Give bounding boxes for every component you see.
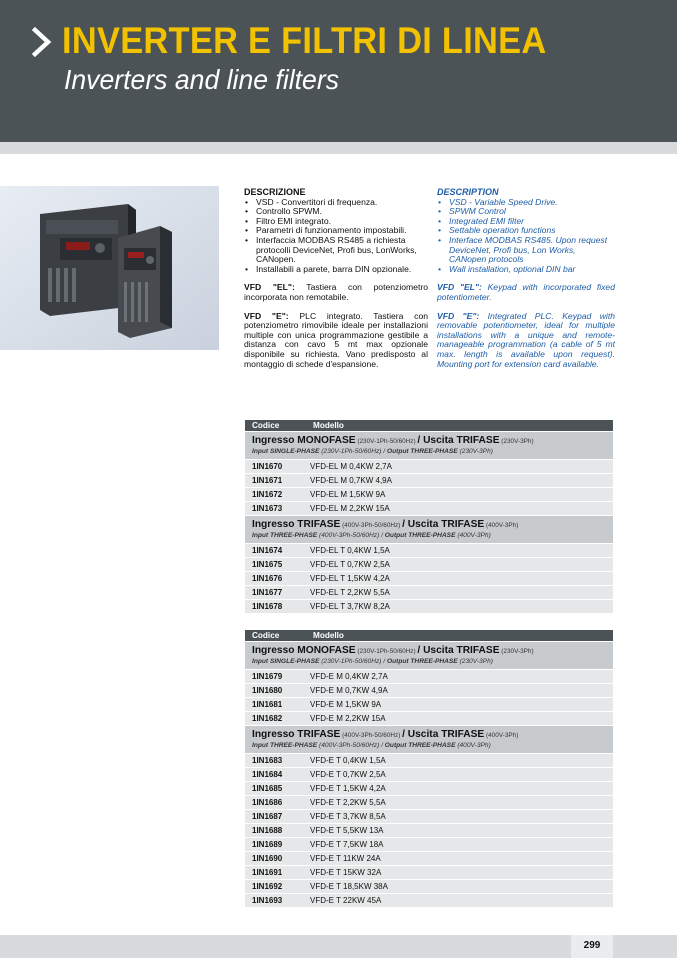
product-model: VFD-E M 2,2KW 15A: [310, 714, 386, 723]
table-row: [245, 697, 613, 711]
table-row: [245, 459, 613, 473]
page-number: 299: [583, 940, 601, 951]
product-photo: [0, 186, 219, 350]
list-item: • Parametri di funzionamento impostabili.: [245, 225, 407, 236]
feature-list-en: [437, 198, 615, 275]
description-italian: [244, 188, 428, 369]
product-code: 1IN1691: [252, 868, 283, 877]
product-code: 1IN1672: [252, 490, 283, 499]
product-model: VFD-EL M 0,4KW 2,7A: [310, 462, 392, 471]
table-row: [245, 487, 613, 501]
page-title: INVERTER E FILTRI DI LINEA: [62, 20, 547, 61]
product-model: VFD-EL M 2,2KW 15A: [310, 504, 390, 513]
table-row: [245, 669, 613, 683]
product-code: 1IN1675: [252, 560, 283, 569]
table-row: [245, 865, 613, 879]
product-code: 1IN1679: [252, 672, 283, 681]
product-model: VFD-EL M 0,7KW 4,9A: [310, 476, 392, 485]
product-model: VFD-E T 18,5KW 38A: [310, 882, 388, 891]
vfd-e-note-it: VFD "E": PLC integrato. Tastiera con potenziometro rimovibile ideale per installazioni multiple con unica programmazione gestibile a distanza con cavo 5 mt max opzionale disponibile su richiesta. Vano predisposto al montaggio di schede d'espansione.: [244, 310, 429, 369]
product-code: 1IN1670: [252, 462, 283, 471]
table-row: [245, 893, 613, 907]
description-heading-en: DESCRIPTION: [437, 187, 499, 197]
product-code: 1IN1682: [252, 714, 283, 723]
product-code: 1IN1683: [252, 756, 283, 765]
product-model: VFD-EL T 3,7KW 8,2A: [310, 602, 390, 611]
product-code: 1IN1680: [252, 686, 283, 695]
product-code: 1IN1678: [252, 602, 283, 611]
list-item: • Filtro EMI integrato.: [245, 215, 331, 226]
table-row: [245, 585, 613, 599]
product-code: 1IN1689: [252, 840, 283, 849]
page-subtitle: Inverters and line filters: [64, 64, 339, 95]
product-table-vfd-e: [245, 630, 613, 907]
product-model: VFD-E T 2,2KW 5,5A: [310, 798, 386, 807]
product-model: VFD-E T 15KW 32A: [310, 868, 382, 877]
product-model: VFD-E T 11KW 24A: [310, 854, 381, 863]
product-model: VFD-E T 5,5KW 13A: [310, 826, 384, 835]
list-item: • Interface MODBAS RS485. Upon request DeviceNet, Profi bus, Lon Works, CANopen protocols: [438, 234, 608, 265]
table-row: [245, 711, 613, 725]
feature-list-it: [244, 198, 428, 275]
vfd-el-note-en: VFD "EL": Keypad with incorporated fixed potentiometer.: [437, 282, 615, 302]
group-header-three-phase: Ingresso TRIFASE (400V-3Ph-50/60Hz) / Uscita TRIFASE (400V-3Ph) Input THREE-PHASE (400V-3Ph-50/60Hz) / Output THREE-PHASE (400V-3Ph): [245, 725, 613, 753]
table-row: [245, 501, 613, 515]
group-header-three-phase: Ingresso TRIFASE (400V-3Ph-50/60Hz) / Uscita TRIFASE (400V-3Ph) Input THREE-PHASE (400V-3Ph-50/60Hz) / Output THREE-PHASE (400V-3Ph): [245, 515, 613, 543]
table-row: [245, 557, 613, 571]
product-model: VFD-EL M 1,5KW 9A: [310, 490, 386, 499]
description-heading-it: DESCRIZIONE: [244, 187, 306, 197]
table-row: [245, 543, 613, 557]
header-divider-stripe: [0, 142, 677, 154]
table-row: [245, 809, 613, 823]
table-row: [245, 837, 613, 851]
product-model: VFD-E M 1,5KW 9A: [310, 700, 382, 709]
table-header: [245, 420, 613, 431]
vfd-e-note-en: VFD "E": Integrated PLC. Keypad with removable potentiometer, ideal for multiple installations with a unique and remote-manageable programmation (a cable of 5 mt max. length is available upon request). Mounting port for extension card available.: [437, 310, 615, 369]
list-item: • Installabili a parete, barra DIN opzionale.: [245, 263, 412, 274]
table-row: [245, 823, 613, 837]
column-header-code: Codice: [252, 631, 280, 640]
list-item: • Settable operation functions: [438, 225, 556, 236]
product-model: VFD-E T 0,7KW 2,5A: [310, 770, 386, 779]
group-header-single-phase: Ingresso MONOFASE (230V-1Ph-50/60Hz) / Uscita TRIFASE (230V-3Ph) Input SINGLE-PHASE (230V-1Ph-50/60Hz) / Output THREE-PHASE (230V-3Ph): [245, 641, 613, 669]
inverter-product-image: [0, 186, 219, 350]
table-row: [245, 795, 613, 809]
list-item: • Integrated EMI filter: [438, 215, 524, 226]
product-code: 1IN1686: [252, 798, 283, 807]
list-item: • Wall installation, optional DIN bar: [438, 263, 576, 274]
table-row: [245, 683, 613, 697]
list-item: • Controllo SPWM.: [245, 206, 322, 217]
table-header: [245, 630, 613, 641]
group-header-single-phase: Ingresso MONOFASE (230V-1Ph-50/60Hz) / Uscita TRIFASE (230V-3Ph) Input SINGLE-PHASE (230V-1Ph-50/60Hz) / Output THREE-PHASE (230V-3Ph): [245, 431, 613, 459]
page-number-box: [571, 935, 613, 958]
product-model: VFD-EL T 2,2KW 5,5A: [310, 588, 390, 597]
product-model: VFD-E M 0,4KW 2,7A: [310, 672, 388, 681]
product-model: VFD-E M 0,7KW 4,9A: [310, 686, 388, 695]
table-row: [245, 767, 613, 781]
product-model: VFD-EL T 0,4KW 1,5A: [310, 546, 390, 555]
product-model: VFD-E T 1,5KW 4,2A: [310, 784, 386, 793]
table-row: [245, 851, 613, 865]
list-item: • Interfaccia MODBAS RS485 a richiesta protocolli DeviceNet, Profi bus, LonWorks, CANopen.: [245, 234, 417, 265]
list-item: • VSD - Variable Speed Drive.: [438, 196, 558, 207]
product-code: 1IN1673: [252, 504, 283, 513]
product-code: 1IN1677: [252, 588, 283, 597]
table-row: [245, 781, 613, 795]
product-code: 1IN1685: [252, 784, 283, 793]
column-header-model: Modello: [313, 421, 344, 430]
product-model: VFD-E T 0,4KW 1,5A: [310, 756, 386, 765]
table-row: [245, 473, 613, 487]
product-code: 1IN1681: [252, 700, 283, 709]
product-code: 1IN1688: [252, 826, 283, 835]
product-model: VFD-EL T 1,5KW 4,2A: [310, 574, 390, 583]
product-code: 1IN1671: [252, 476, 283, 485]
product-model: VFD-E T 22KW 45A: [310, 896, 382, 905]
product-code: 1IN1692: [252, 882, 283, 891]
product-code: 1IN1687: [252, 812, 283, 821]
table-row: [245, 599, 613, 613]
product-model: VFD-E T 7,5KW 18A: [310, 840, 384, 849]
column-header-code: Codice: [252, 421, 280, 430]
product-model: VFD-EL T 0,7KW 2,5A: [310, 560, 390, 569]
list-item: • SPWM Control: [438, 206, 506, 217]
product-table-vfd-el: [245, 420, 613, 613]
vfd-el-note-it: VFD "EL": Tastiera con potenziometro incorporata non remotabile.: [244, 282, 428, 302]
table-row: [245, 571, 613, 585]
description-english: [437, 188, 615, 369]
product-code: 1IN1693: [252, 896, 283, 905]
column-header-model: Modello: [313, 631, 344, 640]
product-model: VFD-E T 3,7KW 8,5A: [310, 812, 386, 821]
product-code: 1IN1674: [252, 546, 283, 555]
chevron-right-icon: [32, 22, 54, 62]
list-item: • VSD - Convertitori di frequenza.: [245, 196, 378, 207]
table-row: [245, 879, 613, 893]
product-code: 1IN1690: [252, 854, 283, 863]
table-row: [245, 753, 613, 767]
product-code: 1IN1676: [252, 574, 283, 583]
product-code: 1IN1684: [252, 770, 283, 779]
